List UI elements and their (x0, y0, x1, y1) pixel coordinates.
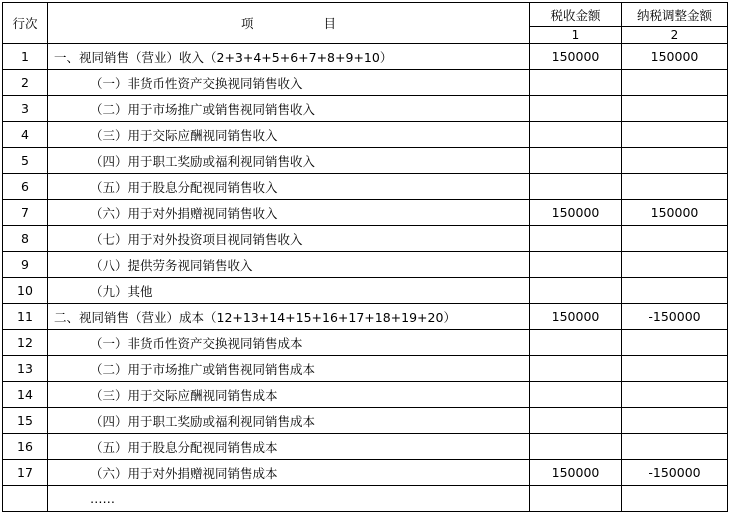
row-number: 17 (3, 460, 48, 486)
header-item-left: 项 (240, 16, 254, 31)
row-item: （六）用于对外捐赠视同销售成本 (48, 460, 530, 486)
table-row (3, 252, 728, 278)
row-number: 11 (3, 304, 48, 330)
table-row (3, 382, 728, 408)
row-adjustment-amount (622, 486, 728, 512)
table-row (3, 486, 728, 512)
row-adjustment-amount (622, 434, 728, 460)
row-tax-amount (530, 278, 622, 304)
row-number: 9 (3, 252, 48, 278)
row-adjustment-amount (622, 408, 728, 434)
row-number: 15 (3, 408, 48, 434)
row-number: 12 (3, 330, 48, 356)
header-adjustment-amount: 纳税调整金额 (622, 3, 728, 27)
row-number: 5 (3, 148, 48, 174)
row-tax-amount (530, 382, 622, 408)
row-number: 6 (3, 174, 48, 200)
row-adjustment-amount (622, 174, 728, 200)
row-tax-amount (530, 252, 622, 278)
row-adjustment-amount (622, 356, 728, 382)
row-tax-amount (530, 356, 622, 382)
row-tax-amount (530, 148, 622, 174)
table-row (3, 460, 728, 486)
row-tax-amount (530, 330, 622, 356)
row-number: 14 (3, 382, 48, 408)
row-item: 一、视同销售（营业）收入（2+3+4+5+6+7+8+9+10） (48, 44, 530, 70)
row-adjustment-amount (622, 148, 728, 174)
row-item: （二）用于市场推广或销售视同销售成本 (48, 356, 530, 382)
table-row (3, 278, 728, 304)
row-tax-amount: 150000 (530, 304, 622, 330)
table-row (3, 44, 728, 70)
row-adjustment-amount (622, 278, 728, 304)
row-item: （八）提供劳务视同销售收入 (48, 252, 530, 278)
row-adjustment-amount: 150000 (622, 200, 728, 226)
row-number: 13 (3, 356, 48, 382)
row-tax-amount (530, 408, 622, 434)
row-tax-amount: 150000 (530, 44, 622, 70)
row-number: 4 (3, 122, 48, 148)
tax-adjustment-table (2, 2, 728, 512)
row-item: （三）用于交际应酬视同销售成本 (48, 382, 530, 408)
row-tax-amount (530, 226, 622, 252)
table-row (3, 356, 728, 382)
row-adjustment-amount (622, 252, 728, 278)
table-body (3, 3, 728, 512)
row-number: 8 (3, 226, 48, 252)
row-tax-amount: 150000 (530, 460, 622, 486)
header-item (48, 3, 530, 44)
row-item: （一）非货币性资产交换视同销售成本 (48, 330, 530, 356)
row-tax-amount (530, 96, 622, 122)
row-item: （三）用于交际应酬视同销售收入 (48, 122, 530, 148)
table-row (3, 434, 728, 460)
row-item: （六）用于对外捐赠视同销售收入 (48, 200, 530, 226)
row-tax-amount (530, 174, 622, 200)
row-adjustment-amount (622, 382, 728, 408)
row-item: （二）用于市场推广或销售视同销售收入 (48, 96, 530, 122)
row-item: （九）其他 (48, 278, 530, 304)
row-number: 7 (3, 200, 48, 226)
row-item: 二、视同销售（营业）成本（12+13+14+15+16+17+18+19+20） (48, 304, 530, 330)
table-row (3, 226, 728, 252)
row-tax-amount (530, 486, 622, 512)
table-row (3, 174, 728, 200)
header-row (3, 3, 728, 27)
row-item: （五）用于股息分配视同销售收入 (48, 174, 530, 200)
row-item: …… (48, 486, 530, 512)
row-tax-amount: 150000 (530, 200, 622, 226)
row-adjustment-amount (622, 96, 728, 122)
table-row (3, 96, 728, 122)
row-number: 3 (3, 96, 48, 122)
row-tax-amount (530, 434, 622, 460)
row-number: 10 (3, 278, 48, 304)
row-number: 1 (3, 44, 48, 70)
row-number (3, 486, 48, 512)
row-tax-amount (530, 70, 622, 96)
header-item-right: 目 (323, 16, 337, 31)
header-tax-index: 1 (530, 27, 622, 44)
row-adjustment-amount (622, 70, 728, 96)
header-row-number: 行次 (3, 3, 48, 44)
row-adjustment-amount: -150000 (622, 460, 728, 486)
row-adjustment-amount (622, 226, 728, 252)
row-item: （七）用于对外投资项目视同销售收入 (48, 226, 530, 252)
header-adjustment-index: 2 (622, 27, 728, 44)
row-item: （一）非货币性资产交换视同销售收入 (48, 70, 530, 96)
row-tax-amount (530, 122, 622, 148)
header-tax-amount: 税收金额 (530, 3, 622, 27)
row-item: （五）用于股息分配视同销售成本 (48, 434, 530, 460)
table-row (3, 122, 728, 148)
table-row (3, 148, 728, 174)
row-adjustment-amount (622, 330, 728, 356)
row-number: 16 (3, 434, 48, 460)
table-row (3, 70, 728, 96)
row-adjustment-amount: -150000 (622, 304, 728, 330)
row-item: （四）用于职工奖励或福利视同销售收入 (48, 148, 530, 174)
row-number: 2 (3, 70, 48, 96)
row-adjustment-amount (622, 122, 728, 148)
table-row (3, 330, 728, 356)
table-row (3, 304, 728, 330)
row-adjustment-amount: 150000 (622, 44, 728, 70)
table-row (3, 200, 728, 226)
row-item: （四）用于职工奖励或福利视同销售成本 (48, 408, 530, 434)
table-row (3, 408, 728, 434)
